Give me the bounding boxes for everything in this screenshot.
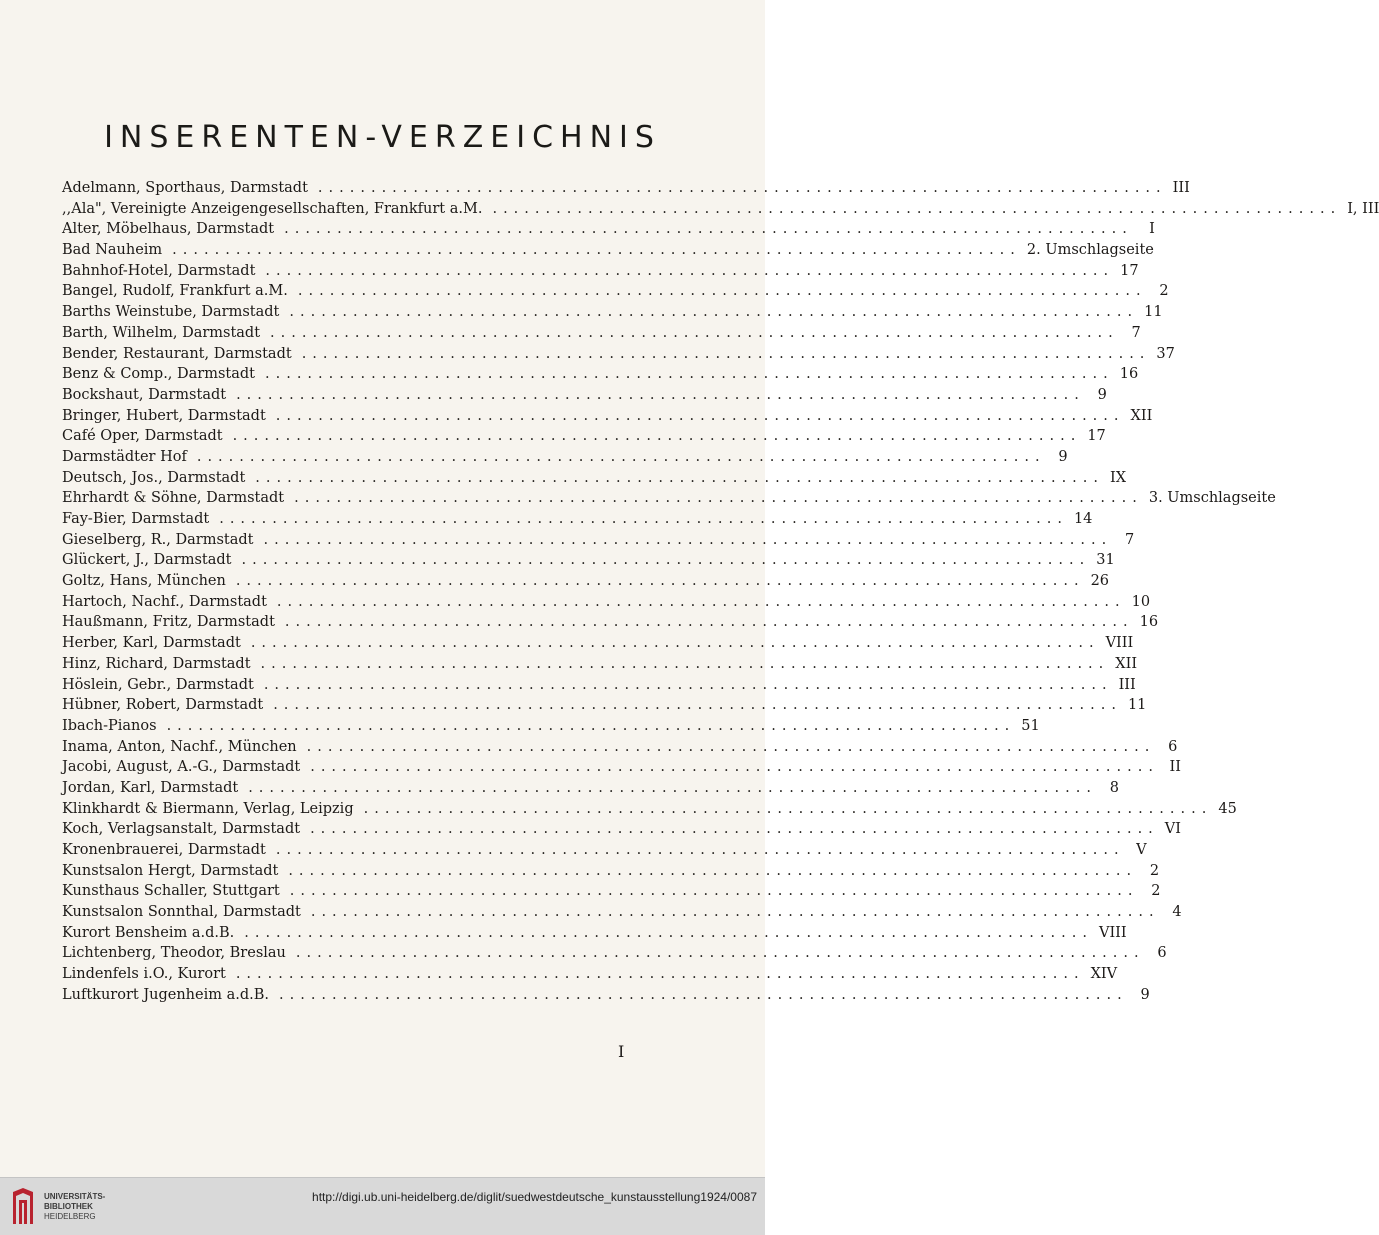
page-reference: 6 [1157, 945, 1167, 962]
dot-leader: ................................................................................ [275, 842, 1125, 858]
advertiser-name: Hübner, Robert, Darmstadt [62, 697, 264, 714]
index-entry [62, 530, 1135, 551]
page-reference: 9 [1140, 986, 1150, 1003]
index-entry [62, 633, 1134, 654]
page-reference: I, III [1347, 200, 1379, 217]
page-reference: 37 [1156, 345, 1175, 362]
index-entry [62, 964, 1118, 985]
index-entry [62, 571, 1110, 592]
index-entry [62, 923, 1127, 944]
advertiser-name: Barths Weinstube, Darmstadt [62, 304, 280, 321]
dot-leader: ................................................................................ [492, 200, 1342, 217]
advertiser-name: Lindenfels i.O., Kurort [62, 966, 226, 983]
dot-leader: ................................................................................ [295, 945, 1145, 962]
index-entry [62, 716, 1040, 737]
advertiser-index-list [62, 178, 1379, 1006]
page-reference: V [1136, 842, 1147, 858]
index-entry [62, 302, 1163, 323]
dot-leader: ................................................................................ [306, 738, 1156, 755]
page-reference: I [1149, 221, 1155, 238]
page-reference: XIV [1090, 966, 1118, 983]
advertiser-name: Fay-Bier, Darmstadt [62, 511, 210, 527]
dot-leader: ................................................................................ [289, 883, 1139, 900]
dot-leader: ................................................................................ [276, 593, 1126, 610]
advertiser-name: Luftkurort Jugenheim a.d.B. [62, 986, 269, 1003]
page-reference: 26 [1090, 573, 1110, 590]
dot-leader: ................................................................................ [310, 821, 1159, 838]
dot-leader: ................................................................................ [196, 448, 1046, 465]
index-entry [62, 426, 1106, 447]
advertiser-name: Hinz, Richard, Darmstadt [62, 655, 251, 672]
advertiser-name: Goltz, Hans, München [62, 573, 226, 590]
advertiser-name: Herber, Karl, Darmstadt [62, 635, 241, 652]
dot-leader: ................................................................................ [232, 428, 1082, 445]
dot-leader: ................................................................................ [235, 573, 1085, 590]
advertiser-name: Jacobi, August, A.-G., Darmstadt [62, 759, 301, 776]
advertiser-name: Kronenbrauerei, Darmstadt [62, 842, 266, 858]
advertiser-name: Kunsthaus Schaller, Stuttgart [62, 883, 280, 900]
advertiser-name: Barth, Wilhelm, Darmstadt [62, 324, 261, 341]
page-reference: 11 [1144, 304, 1163, 321]
dot-leader: ................................................................................ [310, 904, 1160, 921]
page-reference: 17 [1087, 428, 1106, 445]
index-entry [62, 344, 1175, 365]
index-entry [62, 178, 1190, 199]
advertiser-name: Haußmann, Fritz, Darmstadt [62, 614, 275, 631]
index-entry [62, 902, 1182, 923]
page-reference: 16 [1139, 614, 1159, 631]
index-entry [62, 550, 1115, 571]
advertiser-name: Adelmann, Sporthaus, Darmstadt [62, 180, 308, 196]
dot-leader: ................................................................................ [275, 407, 1125, 424]
dot-leader: ................................................................................ [284, 614, 1134, 631]
dot-leader: ................................................................................ [172, 242, 1021, 259]
index-entry [62, 592, 1151, 613]
page-reference: II [1169, 759, 1181, 776]
advertiser-name: Bad Nauheim [62, 242, 163, 259]
library-name-line1: UNIVERSITÄTS- [44, 1192, 106, 1201]
index-entry [62, 695, 1147, 716]
index-entry [62, 819, 1181, 840]
page-reference: 2 [1151, 883, 1161, 900]
page-reference: 31 [1096, 552, 1115, 569]
page-reference: 14 [1073, 511, 1093, 527]
index-entry [62, 385, 1107, 406]
source-url-link[interactable]: http://digi.ub.uni-heidelberg.de/diglit/suedwestdeutsche_kunstausstellung1924/0087 [312, 1190, 757, 1204]
index-entry [62, 261, 1139, 282]
advertiser-name: Kunstsalon Hergt, Darmstadt [62, 862, 279, 879]
dot-leader: ................................................................................ [279, 986, 1128, 1003]
advertiser-name: Bender, Restaurant, Darmstadt [62, 345, 292, 362]
page-reference: 45 [1218, 800, 1237, 817]
index-entry [62, 447, 1068, 468]
page-reference: 51 [1021, 717, 1040, 734]
page-reference: XII [1130, 407, 1153, 424]
dot-leader: ................................................................................ [297, 283, 1147, 300]
dot-leader: ................................................................................ [288, 862, 1138, 879]
index-entry [62, 757, 1181, 778]
dot-leader: ................................................................................ [289, 304, 1139, 321]
university-library-logo-icon [10, 1188, 36, 1226]
index-entry [62, 364, 1139, 385]
index-entry [62, 840, 1147, 861]
advertiser-name: Jordan, Karl, Darmstadt [62, 779, 239, 796]
footer-bar [0, 1177, 765, 1235]
advertiser-name: Café Oper, Darmstadt [62, 428, 223, 445]
page-reference: VIII [1105, 635, 1134, 652]
dot-leader: ................................................................................ [255, 469, 1105, 486]
dot-leader: ................................................................................ [219, 511, 1068, 527]
page-reference: 17 [1120, 262, 1139, 279]
advertiser-name: Lichtenberg, Theodor, Breslau [62, 945, 286, 962]
page-reference: 9 [1058, 448, 1068, 465]
index-entry [62, 985, 1150, 1006]
index-entry [62, 509, 1093, 530]
page-reference: 6 [1168, 738, 1178, 755]
advertiser-name: Kunstsalon Sonnthal, Darmstadt [62, 904, 301, 921]
dot-leader: ................................................................................ [248, 779, 1097, 796]
library-name [44, 1192, 105, 1222]
advertiser-name: Gieselberg, R., Darmstadt [62, 531, 254, 548]
dot-leader: ................................................................................ [294, 490, 1143, 507]
advertiser-name: Bangel, Rudolf, Frankfurt a.M. [62, 283, 288, 300]
advertiser-name: Höslein, Gebr., Darmstadt [62, 676, 254, 693]
page-title: INSERENTEN-VERZEICHNIS [104, 120, 661, 156]
page-reference: 2. Umschlagseite [1026, 242, 1154, 259]
page-reference: 4 [1172, 904, 1182, 921]
page-reference: IX [1110, 469, 1127, 486]
page-reference: 16 [1119, 366, 1139, 383]
page-number: I [618, 1042, 625, 1061]
dot-leader: ................................................................................ [260, 655, 1110, 672]
dot-leader: ................................................................................ [265, 366, 1114, 383]
advertiser-name: Kurort Bensheim a.d.B. [62, 924, 235, 941]
dot-leader: ................................................................................ [241, 552, 1091, 569]
page-reference: 7 [1124, 531, 1135, 548]
dot-leader: ................................................................................ [250, 635, 1100, 652]
dot-leader: ................................................................................ [310, 759, 1159, 776]
page-reference: 9 [1097, 386, 1107, 403]
index-entry [62, 219, 1155, 240]
advertiser-name: Inama, Anton, Nachf., München [62, 738, 297, 755]
advertiser-name: Darmstädter Hof [62, 448, 187, 465]
page-reference: III [1118, 676, 1136, 693]
dot-leader: ................................................................................ [166, 717, 1016, 734]
advertiser-name: Bahnhof-Hotel, Darmstadt [62, 262, 256, 279]
page-reference: 2 [1159, 283, 1169, 300]
dot-leader: ................................................................................ [265, 262, 1115, 279]
page-reference: 7 [1131, 324, 1141, 341]
dot-leader: ................................................................................ [235, 966, 1085, 983]
index-entry [62, 488, 1276, 509]
dot-leader: ................................................................................ [244, 924, 1093, 941]
dot-leader: ................................................................................ [263, 531, 1113, 548]
index-entry [62, 468, 1127, 489]
page-reference: III [1172, 180, 1190, 196]
advertiser-name: ,,Ala", Vereinigte Anzeigengesellschaften, Frankfurt a.M. [62, 200, 483, 217]
advertiser-name: Ibach-Pianos [62, 717, 157, 734]
dot-leader: ................................................................................ [270, 324, 1119, 341]
index-entry [62, 943, 1167, 964]
dot-leader: ................................................................................ [301, 345, 1151, 362]
page-reference: VIII [1098, 924, 1127, 941]
page-reference: 10 [1131, 593, 1151, 610]
advertiser-name: Benz & Comp., Darmstadt [62, 366, 255, 383]
advertiser-name: Alter, Möbelhaus, Darmstadt [62, 221, 275, 238]
index-entry [62, 881, 1161, 902]
index-entry [62, 675, 1136, 696]
index-entry [62, 406, 1153, 427]
dot-leader: ................................................................................ [284, 221, 1133, 238]
dot-leader: ................................................................................ [236, 386, 1085, 403]
page-reference: 3. Umschlagseite [1148, 490, 1276, 507]
library-name-line3: HEIDELBERG [44, 1212, 96, 1221]
index-entry [62, 281, 1169, 302]
page-reference: XII [1115, 655, 1138, 672]
advertiser-name: Bringer, Hubert, Darmstadt [62, 407, 266, 424]
index-entry [62, 778, 1119, 799]
advertiser-name: Glückert, J., Darmstadt [62, 552, 232, 569]
page-reference: 2 [1149, 862, 1160, 879]
advertiser-name: Bockshaut, Darmstadt [62, 386, 227, 403]
index-entry [62, 240, 1154, 261]
dot-leader: ................................................................................ [273, 697, 1122, 714]
advertiser-name: Ehrhardt & Söhne, Darmstadt [62, 490, 285, 507]
index-entry [62, 612, 1159, 633]
index-entry [62, 199, 1379, 220]
dot-leader: ................................................................................ [363, 800, 1213, 817]
page-reference: VI [1164, 821, 1181, 838]
dot-leader: ................................................................................ [317, 180, 1167, 196]
index-entry [62, 323, 1141, 344]
index-entry [62, 737, 1178, 758]
advertiser-name: Koch, Verlagsanstalt, Darmstadt [62, 821, 301, 838]
page-reference: 11 [1127, 697, 1147, 714]
index-entry [62, 861, 1160, 882]
index-entry [62, 799, 1237, 820]
advertiser-name: Hartoch, Nachf., Darmstadt [62, 593, 267, 610]
library-name-line2: BIBLIOTHEK [44, 1202, 93, 1211]
dot-leader: ................................................................................ [263, 676, 1113, 693]
advertiser-name: Deutsch, Jos., Darmstadt [62, 469, 246, 486]
page-reference: 8 [1109, 779, 1119, 796]
index-entry [62, 654, 1138, 675]
advertiser-name: Klinkhardt & Biermann, Verlag, Leipzig [62, 800, 354, 817]
